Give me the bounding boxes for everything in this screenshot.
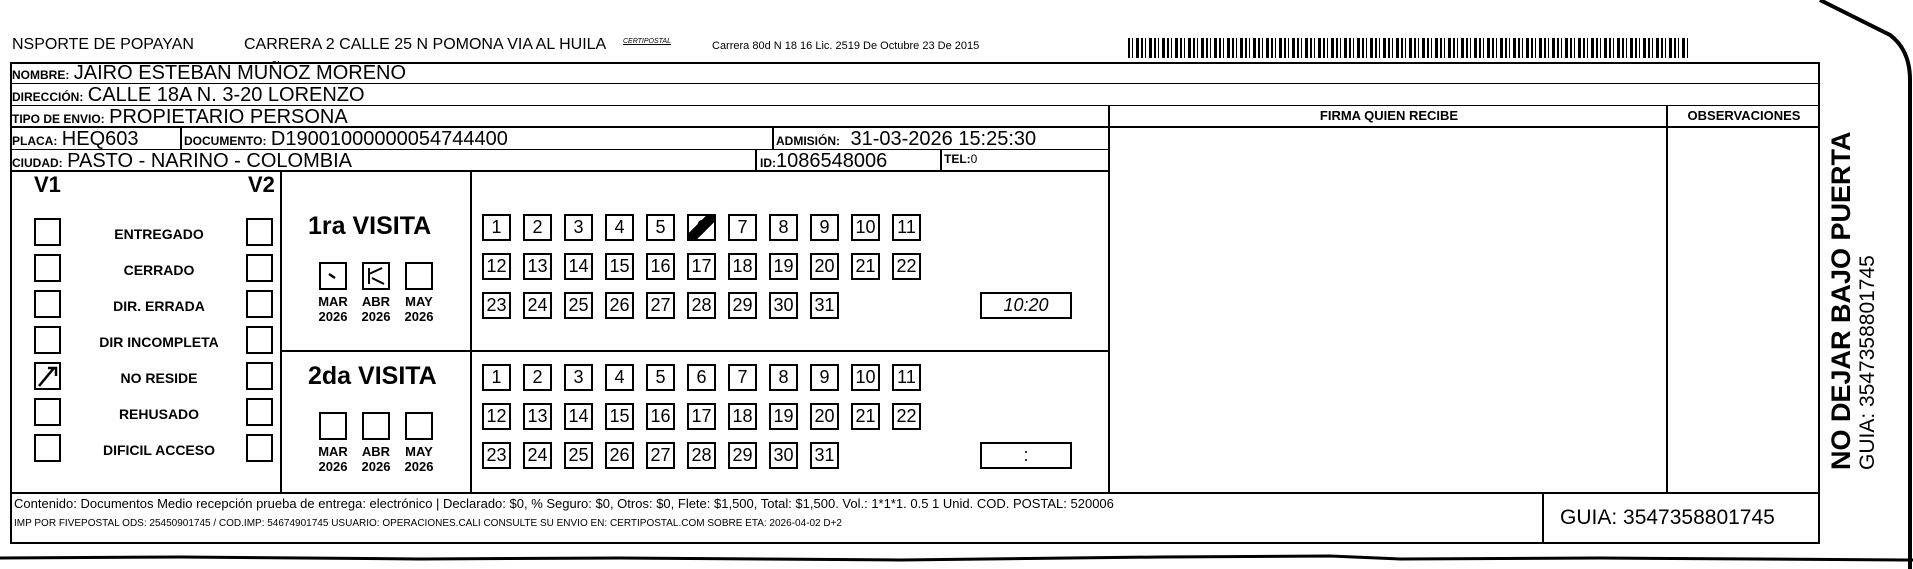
day-box[interactable]: 18 [728, 403, 757, 430]
day-box[interactable]: 29 [728, 442, 757, 469]
day-box[interactable]: 3 [564, 214, 593, 241]
v1-checkbox[interactable] [34, 398, 61, 426]
day-box[interactable]: 24 [523, 292, 552, 319]
v1-checkbox[interactable] [34, 326, 61, 354]
month-year: 2026 [361, 309, 391, 324]
month-name: MAY [405, 294, 433, 309]
side-warning: NO DEJAR BAJO PUERTA [1826, 131, 1856, 470]
certipostal-logo: CERTIPOSTAL [623, 38, 671, 45]
day-box[interactable]: 4 [605, 214, 634, 241]
firma-divider [1108, 106, 1110, 492]
v1-checkbox[interactable] [34, 218, 61, 246]
v2-checkbox[interactable] [246, 362, 273, 390]
day-box[interactable]: 17 [687, 253, 716, 280]
month-year: 2026 [404, 459, 434, 474]
day-box[interactable]: 22 [892, 253, 921, 280]
day-box[interactable]: 27 [646, 442, 675, 469]
month-checkbox[interactable] [319, 262, 347, 290]
nombre-label: NOMBRE: [12, 68, 70, 82]
month-name: MAR [318, 294, 348, 309]
day-box[interactable]: 5 [646, 364, 675, 391]
tel-label: TEL: [944, 152, 971, 166]
month-year: 2026 [404, 309, 434, 324]
month-label [356, 444, 396, 474]
day-box[interactable]: 14 [564, 253, 593, 280]
tipo-label: TIPO DE ENVIO: [12, 112, 105, 126]
status-label: CERRADO [123, 262, 195, 278]
ciudad-label: CIUDAD: [12, 156, 63, 170]
month-name: MAR [318, 444, 348, 459]
obs-divider [1666, 106, 1668, 492]
placa-divider [180, 128, 182, 150]
day-box[interactable]: 26 [605, 292, 634, 319]
firma-header: FIRMA QUIEN RECIBE [1108, 106, 1668, 128]
nombre-value: JAIRO ESTEBAN MUÑOZ MORENO [73, 62, 407, 84]
v1-label: V1 [34, 172, 61, 197]
day-box[interactable]: 1 [482, 214, 511, 241]
id-label: ID: [760, 156, 776, 170]
month-checkbox[interactable] [405, 412, 433, 440]
month-name: ABR [361, 294, 391, 309]
v2-checkbox[interactable] [246, 398, 273, 426]
day-box[interactable]: 24 [523, 442, 552, 469]
day-box[interactable]: 21 [851, 253, 880, 280]
visit1-title: 1ra VISITA [308, 212, 432, 240]
day-box[interactable]: 13 [523, 253, 552, 280]
time-box[interactable]: : [980, 442, 1072, 469]
day-box[interactable]: 9 [810, 214, 839, 241]
direccion-row [10, 84, 1820, 106]
day-box[interactable]: 5 [646, 214, 675, 241]
status-label: DIFICIL ACCESO [102, 442, 215, 458]
day-box[interactable]: 4 [605, 364, 634, 391]
torn-edge [0, 552, 1913, 569]
status-label: DIR INCOMPLETA [99, 334, 219, 350]
guia-number: GUIA: 3547358801745 [1560, 506, 1775, 529]
day-box[interactable]: 9 [810, 364, 839, 391]
month-checkbox[interactable] [405, 262, 433, 290]
admision-field [776, 128, 1036, 151]
visit2-title: 2da VISITA [308, 362, 437, 390]
visit-separator [280, 350, 1108, 352]
day-box[interactable]: 3 [564, 364, 593, 391]
month-label [313, 294, 353, 324]
v1-checkbox[interactable] [34, 362, 61, 390]
v2-label: V2 [248, 172, 275, 197]
day-box[interactable]: 23 [482, 292, 511, 319]
day-box[interactable]: 16 [646, 253, 675, 280]
day-box[interactable]: 15 [605, 403, 634, 430]
day-box[interactable]: 8 [769, 214, 798, 241]
id-divider [755, 150, 757, 172]
placa-label: PLACA: [12, 134, 58, 148]
day-box[interactable]: 30 [769, 292, 798, 319]
month-label [313, 444, 353, 474]
month-checkbox[interactable] [319, 412, 347, 440]
side-guia: GUIA: 3547358801745 [1856, 255, 1879, 470]
barcode [1128, 38, 1688, 58]
day-box[interactable]: 17 [687, 403, 716, 430]
day-box[interactable]: 6 [687, 214, 716, 241]
day-box[interactable]: 31 [810, 442, 839, 469]
day-box[interactable]: 7 [728, 364, 757, 391]
v1-checkbox[interactable] [34, 434, 61, 462]
month-year: 2026 [318, 309, 348, 324]
v2-checkbox[interactable] [246, 326, 273, 354]
day-box[interactable]: 25 [564, 292, 593, 319]
day-box[interactable]: 6 [687, 364, 716, 391]
day-box[interactable]: 31 [810, 292, 839, 319]
day-box[interactable]: 19 [769, 403, 798, 430]
v2-checkbox[interactable] [246, 218, 273, 246]
admision-value: 31-03-2026 15:25:30 [850, 128, 1037, 150]
check-mark-icon [36, 364, 59, 388]
status-label: NO RESIDE [120, 370, 198, 386]
footer-separator [10, 492, 1820, 494]
company-address: CARRERA 2 CALLE 25 N POMONA VIA AL HUILA [244, 36, 607, 53]
day-box[interactable]: 11 [892, 364, 921, 391]
day-box[interactable]: 28 [687, 292, 716, 319]
day-box[interactable]: 26 [605, 442, 634, 469]
month-label [356, 294, 396, 324]
tipo-row [10, 106, 1108, 128]
day-box[interactable]: 12 [482, 253, 511, 280]
month-year: 2026 [361, 459, 391, 474]
day-box[interactable]: 8 [769, 364, 798, 391]
v2-checkbox[interactable] [246, 290, 273, 318]
day-box[interactable]: 22 [892, 403, 921, 430]
company-name: NSPORTE DE POPAYAN [12, 36, 194, 53]
day-box[interactable]: 20 [810, 253, 839, 280]
license-text: Carrera 80d N 18 16 Lic. 2519 De Octubre 23 De 2015 [712, 40, 980, 52]
tipo-value: PROPIETARIO PERSONA [109, 106, 348, 128]
day-box[interactable]: 10 [851, 364, 880, 391]
time-box[interactable]: 10:20 [980, 292, 1072, 319]
tel-divider [940, 150, 942, 172]
day-box[interactable]: 29 [728, 292, 757, 319]
placa-value: HEQ603 [61, 128, 139, 150]
status-label: REHUSADO [118, 406, 200, 422]
guia-divider [1542, 492, 1544, 544]
v2-checkbox[interactable] [246, 434, 273, 462]
direccion-label: DIRECCIÓN: [12, 90, 84, 104]
contenido-text: Contenido: Documentos Medio recepción prueba de entrega: electrónico | Declarado: $0, % Seguro: $0, Otros: $0, Flete: $1,500, Total: $1,500. Vol.: 1*1*1. 0.5 1 Unid. COD. POSTAL: 520006 [14, 496, 1114, 511]
visit-inner-divider [470, 172, 472, 492]
day-box[interactable]: 27 [646, 292, 675, 319]
month-label [399, 294, 439, 324]
day-box[interactable]: 21 [851, 403, 880, 430]
tel-value: 0 [970, 152, 978, 166]
tel-field [944, 150, 977, 168]
day-box[interactable]: 12 [482, 403, 511, 430]
day-box[interactable]: 1 [482, 364, 511, 391]
month-checkbox[interactable] [362, 412, 390, 440]
id-field [760, 150, 887, 173]
month-checkbox[interactable] [362, 262, 390, 290]
v1-checkbox[interactable] [34, 290, 61, 318]
dot-mark-icon [321, 264, 345, 288]
month-label [399, 444, 439, 474]
day-box[interactable]: 11 [892, 214, 921, 241]
day-box[interactable]: 15 [605, 253, 634, 280]
day-box[interactable]: 2 [523, 364, 552, 391]
day-box[interactable]: 23 [482, 442, 511, 469]
v2-checkbox[interactable] [246, 254, 273, 282]
documento-field [184, 128, 508, 151]
visit-left-divider [280, 172, 282, 492]
day-box[interactable]: 28 [687, 442, 716, 469]
admision-divider [772, 128, 774, 150]
day-box[interactable]: 10 [851, 214, 880, 241]
day-box[interactable]: 25 [564, 442, 593, 469]
day-box[interactable]: 20 [810, 403, 839, 430]
id-value: 1086548006 [776, 150, 888, 172]
day-box[interactable]: 18 [728, 253, 757, 280]
day-box[interactable]: 14 [564, 403, 593, 430]
day-box[interactable]: 30 [769, 442, 798, 469]
day-box[interactable]: 19 [769, 253, 798, 280]
status-label: ENTREGADO [114, 226, 204, 242]
nombre-row [10, 62, 1820, 84]
month-name: ABR [361, 444, 391, 459]
observaciones-header: OBSERVACIONES [1666, 106, 1820, 128]
day-box[interactable]: 2 [523, 214, 552, 241]
scribble-mark-icon [364, 264, 388, 288]
admision-label: ADMISIÓN: [776, 134, 840, 148]
day-box[interactable]: 16 [646, 403, 675, 430]
documento-label: DOCUMENTO: [184, 134, 267, 148]
ciudad-value: PASTO - NARINO - COLOMBIA [67, 150, 352, 172]
status-label: DIR. ERRADA [113, 298, 205, 314]
month-name: MAY [405, 444, 433, 459]
day-box[interactable]: 13 [523, 403, 552, 430]
month-year: 2026 [318, 459, 348, 474]
documento-value: D19001000000054744400 [270, 128, 508, 150]
v1-checkbox[interactable] [34, 254, 61, 282]
day-box[interactable]: 7 [728, 214, 757, 241]
direccion-value: CALLE 18A N. 3-20 LORENZO [87, 84, 365, 106]
imp-text: IMP POR FIVEPOSTAL ODS: 25450901745 / COD.IMP: 54674901745 USUARIO: OPERACIONES.CALI CONSULTE SU ENVIO EN: CERTIPOSTAL.COM SOBRE ETA: 2026-04-02 D+2 [14, 518, 842, 529]
